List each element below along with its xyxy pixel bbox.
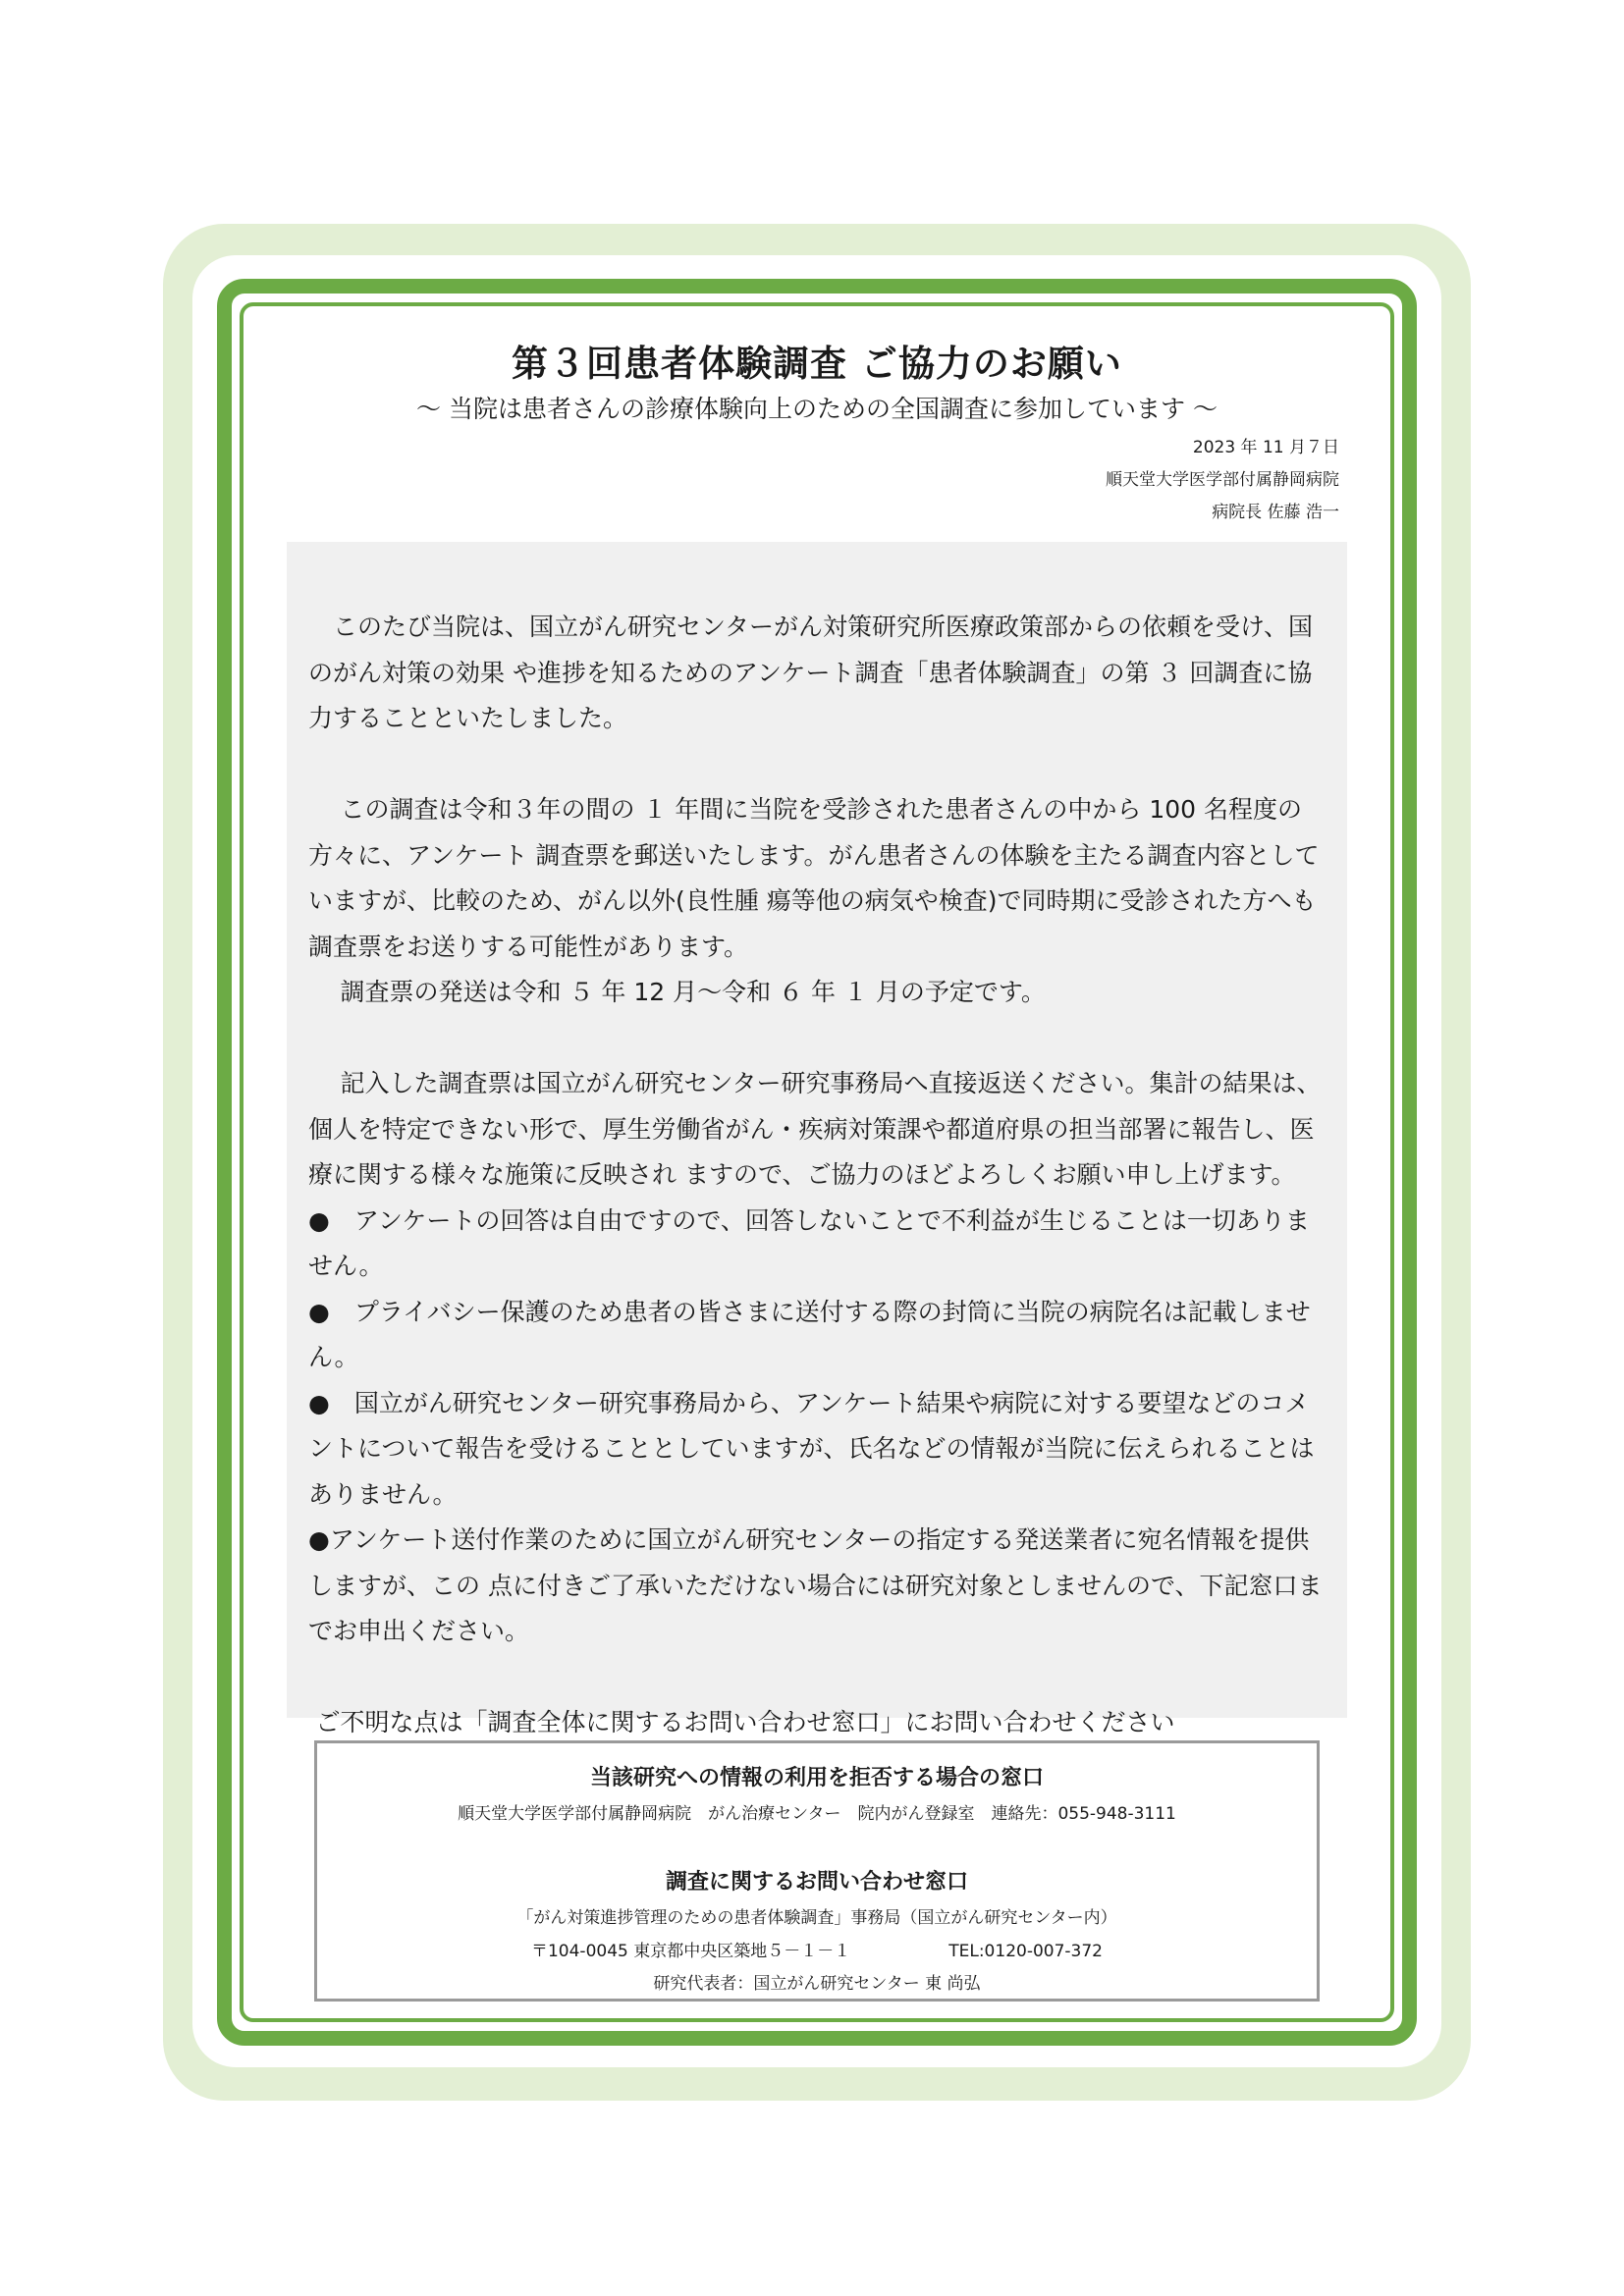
refusal-contact-heading: 当該研究への情報の利用を拒否する場合の窓口 <box>589 1766 1044 1790</box>
hospital-name: 順天堂大学医学部付属静岡病院 <box>1106 470 1339 490</box>
inquiry-representative: 研究代表者：国立がん研究センター 東 尚弘 <box>653 1974 981 1994</box>
document-subtitle: ～ 当院は患者さんの診療体験向上のための全国調査に参加しています ～ <box>416 395 1218 423</box>
contact-box <box>314 1740 1320 2002</box>
inquiry-address: 〒104-0045 東京都中央区築地５－１－１ <box>530 1942 851 1961</box>
paragraph-return-instructions: 記入した調査票は国立がん研究センター研究事務局へ直接返送ください。集計の結果は、個人を特定できない形で、厚生労働省がん・疾病対策課や都道府県の担当部署に報告し、医療に関する様々な施策に反映され ますので、ご協力のほどよろしくお願い申し上げます。 <box>308 1069 1322 1189</box>
paragraph-request: このたび当院は、国立がん研究センターがん対策研究所医療政策部からの依頼を受け、国のがん対策の効果 や進捗を知るためのアンケート調査「患者体験調査」の第 ３ 回調査に協力することといたしました。 <box>308 613 1314 732</box>
bullet-address-info: ●アンケート送付作業のために国立がん研究センターの指定する発送業者に宛名情報を提供しますが、この 点に付きご了承いただけない場合には研究対象としませんので、下記窓口までお申出ください。 <box>308 1525 1323 1645</box>
bullet-voluntary: ● アンケートの回答は自由ですので、回答しないことで不利益が生じることは一切ありません。 <box>308 1205 1310 1280</box>
closing-line: ご不明な点は「調査全体に関するお問い合わせ窓口」にお問い合わせください <box>315 1708 1175 1736</box>
document-title: 第３回患者体験調査 ご協力のお願い <box>512 343 1122 385</box>
bullet-reporting: ● 国立がん研究センター研究事務局から、アンケート結果や病院に対する要望などのコメントについて報告を受けることとしていますが、氏名などの情報が当院に伝えられることはありません。 <box>308 1388 1315 1509</box>
inquiry-tel: TEL:0120-007-372 <box>948 1942 1103 1961</box>
inquiry-office: 「がん対策進捗管理のための患者体験調査」事務局（国立がん研究センター内） <box>516 1908 1117 1928</box>
paragraph-survey-scope: この調査は令和３年の間の １ 年間に当院を受診された患者さんの中から 100 名程度の方々に、アンケート 調査票を郵送いたします。がん患者さんの体験を主たる調査内容としていますが、比較のため、がん以外(良性腫 瘍等他の病気や検査)で同時期に受診された方へも調査票をお送りする可能性があります。 <box>308 795 1320 961</box>
issue-date: 2023 年 11 月７日 <box>1192 438 1339 457</box>
body-text <box>308 605 1331 1746</box>
refusal-contact-detail: 順天堂大学医学部付属静岡病院 がん治療センター 院内がん登録室 連絡先：055-948-3111 <box>458 1804 1176 1824</box>
hospital-director: 病院長 佐藤 浩一 <box>1212 503 1339 522</box>
bullet-privacy: ● プライバシー保護のため患者の皆さまに送付する際の封筒に当院の病院名は記載しません。 <box>308 1297 1311 1371</box>
inquiry-contact-heading: 調査に関するお問い合わせ窓口 <box>665 1870 968 1895</box>
inquiry-address-line <box>317 1937 1317 1961</box>
paragraph-schedule: 調査票の発送は令和 ５ 年 12 月～令和 ６ 年 １ 月の予定です。 <box>340 978 1046 1006</box>
